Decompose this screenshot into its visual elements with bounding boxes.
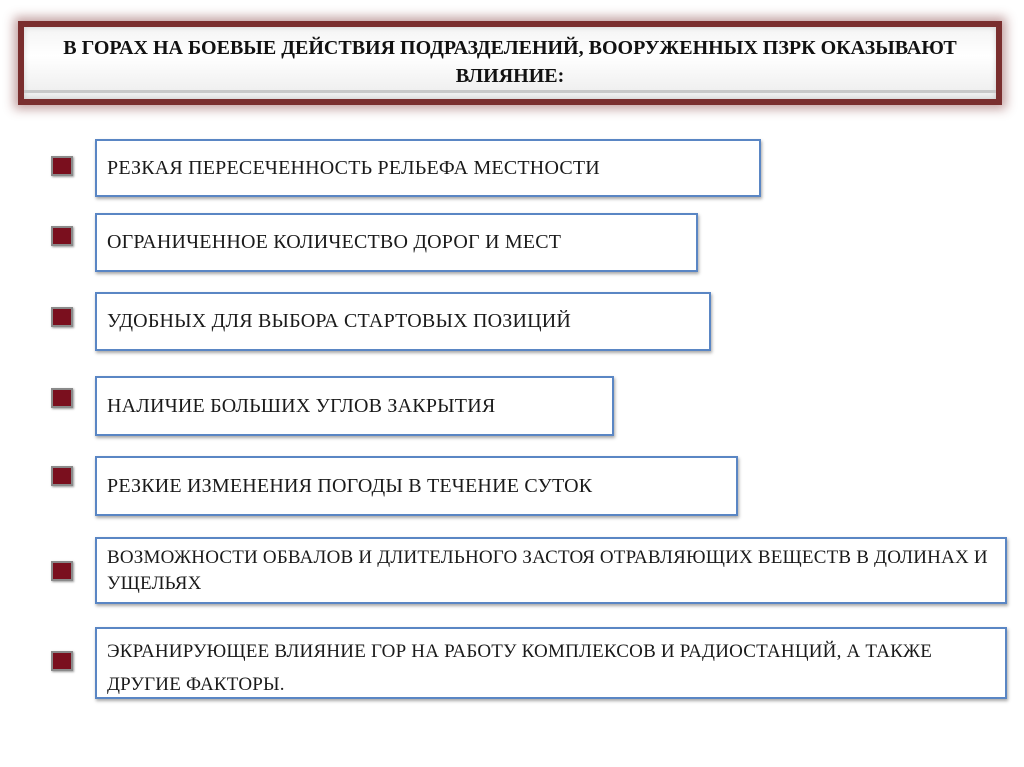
list-item: ОГРАНИЧЕННОЕ КОЛИЧЕСТВО ДОРОГ И МЕСТ	[95, 213, 698, 272]
bullet-icon	[51, 388, 73, 408]
bullet-icon	[51, 307, 73, 327]
bullet-icon	[51, 651, 73, 671]
list-item: ВОЗМОЖНОСТИ ОБВАЛОВ И ДЛИТЕЛЬНОГО ЗАСТОЯ ОТРАВЛЯЮЩИХ ВЕЩЕСТВ В ДОЛИНАХ И УЩЕЛЬЯХ	[95, 537, 1007, 604]
bullet-icon	[51, 561, 73, 581]
bullet-icon	[51, 466, 73, 486]
bullet-icon	[51, 226, 73, 246]
list-item: РЕЗКАЯ ПЕРЕСЕЧЕННОСТЬ РЕЛЬЕФА МЕСТНОСТИ	[95, 139, 761, 197]
bullet-icon	[51, 156, 73, 176]
slide-title: В ГОРАХ НА БОЕВЫЕ ДЕЙСТВИЯ ПОДРАЗДЕЛЕНИЙ, ВООРУЖЕННЫХ ПЗРК ОКАЗЫВАЮТ ВЛИЯНИЕ:	[24, 34, 996, 93]
list-item: НАЛИЧИЕ БОЛЬШИХ УГЛОВ ЗАКРЫТИЯ	[95, 376, 614, 436]
title-box	[18, 21, 1002, 105]
list-item: ЭКРАНИРУЮЩЕЕ ВЛИЯНИЕ ГОР НА РАБОТУ КОМПЛЕКСОВ И РАДИОСТАНЦИЙ, А ТАКЖЕ ДРУГИЕ ФАКТОРЫ.	[95, 627, 1007, 699]
list-item: УДОБНЫХ ДЛЯ ВЫБОРА СТАРТОВЫХ ПОЗИЦИЙ	[95, 292, 711, 351]
list-item: РЕЗКИЕ ИЗМЕНЕНИЯ ПОГОДЫ В ТЕЧЕНИЕ СУТОК	[95, 456, 738, 516]
